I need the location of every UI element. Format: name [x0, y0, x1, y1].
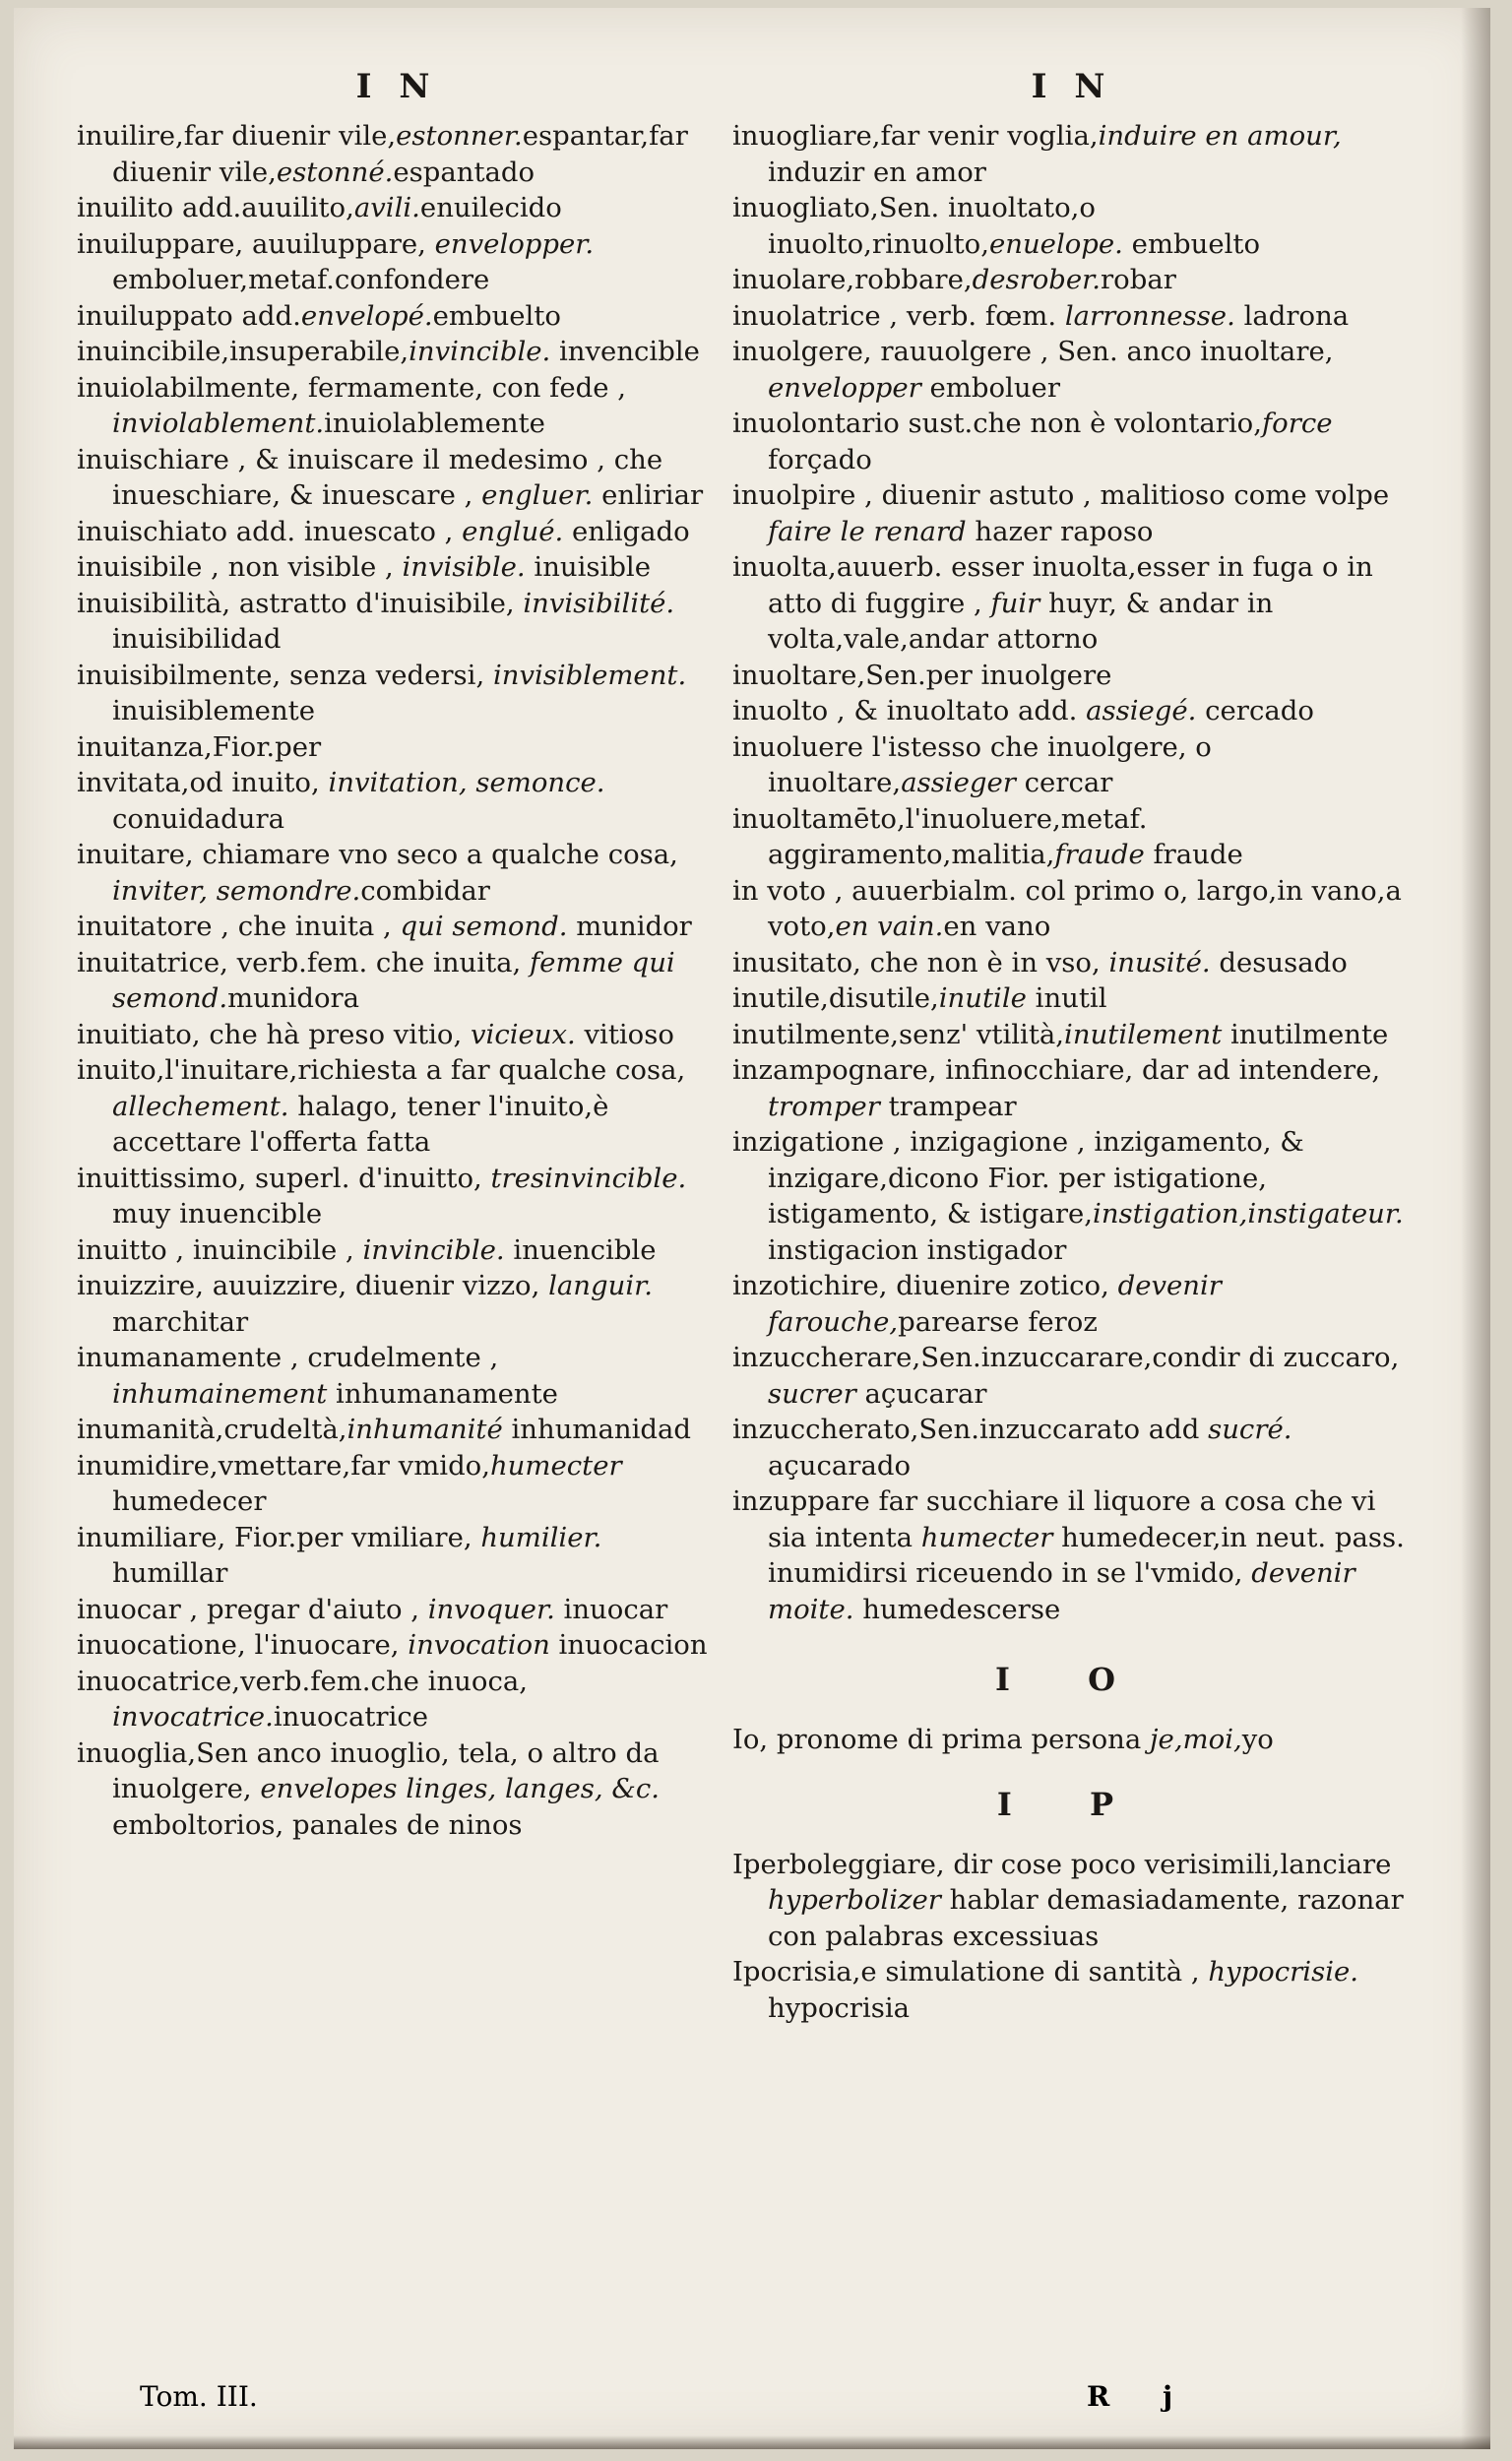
entry-text: inuocar , pregar d'aiuto , [77, 1593, 428, 1625]
french-equivalent: envelopper [768, 371, 921, 404]
entry-text: ladrona [1234, 299, 1350, 332]
entry-text: inzuccherare,Sen.inzuccarare,condir di zuccaro, [732, 1342, 1400, 1373]
dictionary-entry [77, 514, 717, 550]
entry-text: espantado [393, 156, 536, 188]
entry-text: desusado [1210, 946, 1348, 978]
entry-text: inzuccherato,Sen.inzuccarato add [732, 1414, 1209, 1445]
entry-text: inuisibilità, astratto d'inuisibile, [77, 587, 524, 619]
french-equivalent: avili. [353, 192, 420, 223]
french-equivalent: inusité. [1108, 946, 1211, 978]
entry-text: inhumanamente [327, 1377, 558, 1410]
entry-text: emboltorios, panales de ninos [112, 1808, 523, 1841]
entry-text: in voto , auuerbialm. col primo o, largo,in vano,a voto, [732, 874, 1402, 942]
french-equivalent: faire le renard [768, 515, 967, 547]
french-equivalent: tresinvincible. [490, 1162, 687, 1194]
entry-text: inuilito add.auuilito, [77, 192, 354, 223]
dictionary-entry [732, 1954, 1412, 2026]
french-equivalent: invoquer. [427, 1593, 555, 1625]
dictionary-entry [732, 1483, 1412, 1627]
entry-text: inusitato, che non è in vso, [732, 946, 1109, 978]
french-equivalent: induire en amour, [1098, 120, 1342, 152]
french-equivalent: estonné. [276, 156, 394, 188]
entry-text: inuocatrice,verb.fem.che inuoca, [77, 1665, 528, 1697]
french-equivalent: envelopper. [434, 227, 595, 260]
right-entry-list-io [732, 1722, 1412, 1758]
french-equivalent: sucrer [768, 1377, 856, 1410]
dictionary-entry [77, 1161, 717, 1232]
french-equivalent: hyperbolizer [768, 1884, 941, 1916]
french-equivalent: inviolablement. [112, 408, 325, 439]
dictionary-entry [77, 586, 717, 658]
entry-text: inumiliare, Fior.per vmiliare, [77, 1521, 481, 1553]
french-equivalent: desrober. [972, 264, 1102, 295]
dictionary-entry [77, 1268, 717, 1340]
entry-text: muy inuencible [112, 1198, 323, 1230]
entry-text: inuitare, chiamare vno seco a qualche cosa, [77, 839, 678, 870]
dictionary-entry [732, 1124, 1412, 1268]
dictionary-entry [77, 1448, 717, 1520]
french-equivalent: invincible. [362, 1233, 505, 1266]
entry-text: inuiolabilmente, fermamente, con fede , [77, 371, 626, 404]
binding-shadow [1461, 8, 1490, 2449]
entry-text: munidor [567, 911, 692, 942]
entry-text: humedescerse [853, 1593, 1061, 1625]
left-column [77, 67, 717, 1843]
entry-text: induzir en amor [768, 156, 986, 188]
entry-text: inuencible [504, 1233, 657, 1266]
entry-text: enliriar [593, 479, 704, 511]
entry-text: inutile,disutile, [732, 982, 939, 1014]
right-entry-list-in [732, 118, 1412, 1627]
entry-text: munidora [227, 982, 360, 1014]
dictionary-entry [732, 1847, 1412, 1955]
french-equivalent: invisible. [402, 551, 526, 583]
entry-text: inuitto , inuincibile , [77, 1233, 363, 1266]
dictionary-entry [732, 1722, 1412, 1758]
entry-text: açucarar [855, 1377, 987, 1410]
dictionary-entry [77, 1664, 717, 1735]
dictionary-entry [77, 190, 717, 226]
entry-text: inuoluere l'istesso che inuolgere, o inuoltare, [732, 730, 1212, 798]
section-heading-ip: I P [996, 1785, 1148, 1823]
french-equivalent: inhumainement [112, 1377, 328, 1410]
french-equivalent: humecter [489, 1449, 622, 1482]
french-equivalent: enuelope. [988, 227, 1123, 260]
dictionary-entry [77, 909, 717, 945]
entry-text: cercado [1196, 695, 1314, 726]
dictionary-entry [77, 1340, 717, 1412]
french-equivalent: envelopes linges, langes, &c. [260, 1773, 661, 1804]
entry-text: inuisibilmente, senza vedersi, [77, 659, 493, 691]
dictionary-entry [77, 442, 717, 514]
entry-text: inuoglia,Sen anco inuoglio, tela, o altro da inuolgere, [77, 1736, 660, 1804]
french-equivalent: force [1261, 408, 1333, 439]
section-heading-io: I O [995, 1661, 1149, 1698]
entry-text: inuolta,auuerb. esser inuolta,esser in fuga o in atto di fuggire , [732, 551, 1373, 619]
entry-text: inuogliato,Sen. inuoltato,o inuolto,rinuolto, [732, 192, 1096, 260]
french-equivalent: je,moi, [1150, 1724, 1242, 1755]
entry-text: humillar [112, 1557, 228, 1589]
dictionary-entry [732, 1340, 1412, 1412]
entry-text: inumidire,vmettare,far vmido, [77, 1449, 490, 1482]
entry-text: inuittissimo, superl. d'inuitto, [77, 1162, 491, 1194]
entry-text: inuisibilidad [112, 623, 282, 655]
dictionary-entry [77, 729, 717, 766]
entry-text: inuitanza,Fior.per [77, 730, 322, 763]
french-equivalent: inhumanité [346, 1414, 503, 1445]
dictionary-entry [77, 765, 717, 837]
entry-text: inumanamente , crudelmente , [77, 1342, 499, 1373]
entry-text: huyr, & andar in volta,vale,andar attorno [768, 587, 1274, 655]
entry-text: humedecer,in neut. pass. inumidirsi riceuendo in se l'vmido, [768, 1521, 1405, 1589]
entry-text: invitata,od inuito, [77, 767, 329, 798]
french-equivalent: tromper [768, 1090, 880, 1122]
entry-text: inuiluppato add. [77, 299, 301, 332]
dictionary-entry [732, 262, 1412, 298]
dictionary-entry [732, 190, 1412, 262]
dictionary-entry [77, 226, 717, 298]
entry-text: embuelto [1122, 227, 1261, 260]
french-equivalent: estonner. [396, 120, 523, 152]
entry-text: Io, pronome di prima persona [732, 1724, 1151, 1755]
french-equivalent: allechement. [112, 1090, 289, 1122]
dictionary-entry [732, 406, 1412, 477]
french-equivalent: invocation [408, 1629, 550, 1661]
running-head-right: I N [1031, 67, 1113, 106]
entry-text: embuelto [432, 299, 561, 332]
volume-mark: Tom. III. [140, 2380, 258, 2413]
dictionary-entry [77, 837, 717, 909]
entry-text: inuisibile , non visible , [77, 551, 403, 583]
entry-text: inzampognare, infinocchiare, dar ad intendere, [732, 1054, 1381, 1086]
dictionary-page [14, 8, 1490, 2449]
french-equivalent: invisibilité. [523, 587, 675, 619]
entry-text: inutilmente [1222, 1018, 1389, 1050]
entry-text: inuitatrice, verb.fem. che inuita, [77, 946, 530, 978]
french-equivalent: assiegé. [1086, 695, 1197, 726]
dictionary-entry [732, 873, 1412, 945]
entry-text: inuischiare , & inuiscare il medesimo , che inueschiare, & inuescare , [77, 443, 663, 511]
entry-text: inuincibile,insuperabile, [77, 336, 410, 367]
entry-text: inuolare,robbare, [732, 264, 973, 295]
entry-text: inuoltare,Sen.per inuolgere [732, 659, 1112, 691]
entry-text: invencible [550, 336, 700, 367]
entry-text: vitioso [575, 1018, 674, 1050]
entry-text: en vano [943, 911, 1051, 942]
dictionary-entry [732, 1268, 1412, 1340]
dictionary-entry [732, 980, 1412, 1017]
french-equivalent: invitation, semonce. [328, 767, 605, 798]
dictionary-entry [732, 477, 1412, 549]
french-equivalent: instigation,instigateur. [1093, 1198, 1404, 1230]
french-equivalent: invincible. [409, 336, 551, 367]
entry-text: inzigatione , inzigagione , inzigamento, & inzigare,dicono Fior. per istigatione, istigamento, & istigare, [732, 1126, 1304, 1230]
entry-text: inuocar [554, 1593, 668, 1625]
entry-text: inuoltamēto,l'inuoluere,metaf. aggiramento,malitia, [732, 802, 1148, 870]
dictionary-entry [732, 549, 1412, 658]
entry-text: espantar,far diuenir vile, [112, 120, 688, 188]
french-equivalent: devenir moite. [768, 1557, 1355, 1625]
entry-text: inuocacion [549, 1629, 708, 1661]
entry-text: parearse feroz [898, 1305, 1098, 1338]
running-head-left: I N [355, 67, 438, 106]
entry-text: instigacion instigador [768, 1233, 1067, 1266]
dictionary-entry [77, 658, 717, 729]
entry-text: trampear [879, 1090, 1017, 1122]
entry-text: inzotichire, diuenire zotico, [732, 1270, 1118, 1301]
dictionary-entry [732, 1017, 1412, 1053]
french-equivalent: sucré. [1208, 1414, 1292, 1445]
dictionary-entry [77, 1735, 717, 1844]
french-equivalent: larronnesse. [1064, 299, 1235, 332]
entry-text: halago, tener l'inuito,è accettare l'offerta fatta [112, 1090, 609, 1158]
page-footer [14, 2380, 1490, 2420]
dictionary-entry [732, 658, 1412, 694]
french-equivalent: envelopé. [300, 299, 433, 332]
french-equivalent: engluer. [481, 479, 594, 511]
left-entry-list [77, 118, 717, 1843]
right-column [732, 67, 1412, 2026]
entry-text: enligado [563, 515, 690, 547]
dictionary-entry [77, 1412, 717, 1448]
signature-mark: R j [1087, 2380, 1195, 2413]
dictionary-entry [732, 334, 1412, 406]
french-equivalent: invisiblement. [492, 659, 687, 691]
entry-text: hazer raposo [966, 515, 1154, 547]
dictionary-entry [77, 118, 717, 190]
french-equivalent: vicieux. [470, 1018, 576, 1050]
entry-text: inuocatione, l'inuocare, [77, 1629, 409, 1661]
entry-text: inuitatore , che inuita , [77, 911, 401, 942]
entry-text: inutilmente,senz' vtilità, [732, 1018, 1065, 1050]
french-equivalent: qui semond. [400, 911, 568, 942]
page-bottom-edge [14, 2435, 1490, 2449]
entry-text: inuilire,far diuenir vile, [77, 120, 397, 152]
dictionary-entry [77, 1017, 717, 1053]
dictionary-entry [77, 945, 717, 1017]
entry-text: marchitar [112, 1305, 249, 1338]
entry-text: Iperboleggiare, dir cose poco verisimili,lanciare [732, 1848, 1392, 1880]
dictionary-entry [732, 1052, 1412, 1124]
dictionary-entry [77, 1232, 717, 1269]
entry-text: yo [1241, 1724, 1274, 1755]
entry-text: inuizzire, auuizzire, diuenir vizzo, [77, 1270, 549, 1301]
entry-text: inzuppare far succhiare il liquore a cosa che vi sia intenta [732, 1485, 1376, 1553]
entry-text: combidar [360, 874, 490, 907]
french-equivalent: inutilement [1064, 1018, 1223, 1050]
dictionary-entry [732, 693, 1412, 729]
entry-text: inuolontario sust.che non è volontario, [732, 408, 1262, 439]
entry-text: robar [1101, 264, 1176, 295]
french-equivalent: languir. [548, 1270, 653, 1301]
dictionary-entry [732, 945, 1412, 981]
dictionary-entry [77, 298, 717, 335]
entry-text: conuidadura [112, 802, 285, 835]
french-equivalent: hypocrisie. [1208, 1956, 1359, 1988]
french-equivalent: humecter [920, 1521, 1053, 1553]
french-equivalent: invocatrice. [112, 1701, 274, 1733]
entry-text: inuolatrice , verb. fœm. [732, 299, 1065, 332]
dictionary-entry [77, 1520, 717, 1592]
entry-text: cercar [1015, 767, 1113, 798]
entry-text: inuolgere, rauuolgere , Sen. anco inuoltare, [732, 336, 1334, 367]
entry-text: inutil [1026, 982, 1107, 1014]
entry-text: hypocrisia [768, 1991, 911, 2024]
entry-text: inuito,l'inuitare,richiesta a far qualche cosa, [77, 1054, 686, 1086]
right-entry-list-ip [732, 1847, 1412, 2027]
dictionary-entry [77, 549, 717, 586]
entry-text: inuolpire , diuenir astuto , malitioso come volpe [732, 479, 1390, 511]
french-equivalent: inviter, semondre. [112, 874, 361, 907]
entry-text: fraude [1144, 839, 1243, 870]
entry-text: emboluer [920, 371, 1060, 404]
entry-text: humedecer [112, 1485, 267, 1517]
dictionary-entry [732, 118, 1412, 190]
dictionary-entry [77, 1052, 717, 1161]
dictionary-entry [732, 729, 1412, 801]
entry-text: enuilecido [419, 192, 562, 223]
entry-text: Ipocrisia,e simulatione di santità , [732, 1956, 1209, 1988]
dictionary-entry [732, 801, 1412, 873]
entry-text: inuiolablemente [324, 408, 545, 439]
dictionary-entry [77, 1592, 717, 1628]
entry-text: inhumanidad [502, 1414, 692, 1445]
dictionary-entry [732, 1412, 1412, 1483]
french-equivalent: inutile [938, 982, 1027, 1014]
entry-text: açucarado [768, 1449, 912, 1482]
entry-text: inuiluppare, auuiluppare, [77, 227, 435, 260]
dictionary-entry [77, 370, 717, 442]
french-equivalent: femme qui semond. [112, 946, 675, 1014]
french-equivalent: assieger [901, 767, 1016, 798]
entry-text: inuogliare,far venir voglia, [732, 120, 1099, 152]
entry-text: inuolto , & inuoltato add. [732, 695, 1087, 726]
entry-text: inuocatrice [273, 1701, 429, 1733]
french-equivalent: en vain. [835, 911, 944, 942]
entry-text: inuischiato add. inuescato , [77, 515, 463, 547]
entry-text: forçado [768, 443, 872, 475]
dictionary-entry [77, 334, 717, 370]
entry-text: inuitiato, che hà preso vitio, [77, 1018, 471, 1050]
entry-text: inuisible [525, 551, 651, 583]
french-equivalent: fraude [1054, 839, 1145, 870]
french-equivalent: fuir [990, 587, 1040, 619]
entry-text: inuisiblemente [112, 695, 315, 726]
french-equivalent: englué. [462, 515, 564, 547]
dictionary-entry [77, 1627, 717, 1664]
entry-text: hablar demasiadamente, razonar con palabras excessiuas [768, 1884, 1404, 1952]
french-equivalent: devenir farouche, [768, 1270, 1222, 1338]
entry-text: emboluer,metaf.confondere [112, 264, 490, 295]
french-equivalent: humilier. [480, 1521, 602, 1553]
entry-text: inumanità,crudeltà, [77, 1414, 347, 1445]
dictionary-entry [732, 298, 1412, 335]
